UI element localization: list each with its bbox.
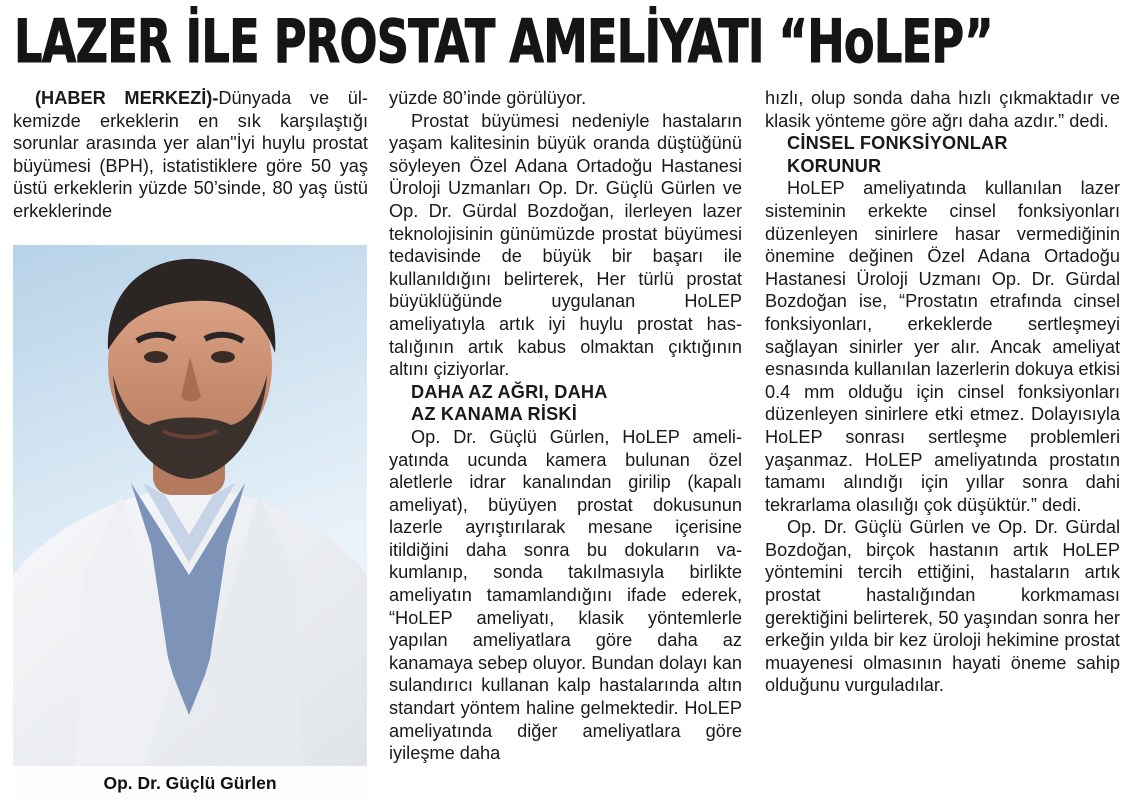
paragraph: Op. Dr. Güçlü Gürlen, HoLEP ameliyatında ucunda kamera bulunan özel aletlerle idrar kanalından girilip (kapalı ameliyat), büyüyen prostat dokusunun lazerle ayrıştırılarak mesane içerisine itildiğini daha sonra bu dokuların vakumlanıp, sonda takılmasıyla birlikte ameliyatın tamamlandığını ifade ederek, “HoLEP ameliyatı, klasik yöntemlerle yapılan ameliyatlara göre daha az kanamaya sebep oluyor. Bundan dolayı kan sulandırıcı kullanan kalp hastalarında altın standart yöntem haline gelmektedir. HoLEP ameliyatında diğer ameliyatlara göre iyileşme daha — [389, 426, 742, 764]
doctor-portrait-illustration — [13, 245, 367, 800]
doctor-photo — [13, 245, 367, 800]
photo-caption: Op. Dr. Güçlü Gürlen — [13, 766, 367, 800]
paragraph: Prostat büyümesi nedeniyle hastaların yaşam kalitesinin büyük oranda düştüğünü söyleyen Özel Adana Ortadoğu Hastanesi Üroloji Uzmanları Op. Dr. Güçlü Gürlen ve Op. Dr. Gürdal Bozdoğan, ilerleyen lazer teknolojisinin günümüzde prostat büyümesi tedavisinde de büyük bir başarı ile kullanıldığını belirterek, Her türlü prostat büyüklüğünde uygulanan HoLEP ameliyatıyla artık iyi huylu prostat hastalığının artık kabus olmaktan çıktığının altını çiziyorlar. — [389, 110, 742, 380]
paragraph: hızlı, olup sonda daha hızlı çıkmaktadır ve klasik yönteme göre ağrı daha azdır.” dedi. — [765, 88, 1120, 131]
article-column-2 — [389, 87, 742, 765]
subheading: KORUNUR — [787, 155, 882, 176]
paragraph: yüzde 80’inde görülüyor. — [389, 88, 587, 108]
subheading: CİNSEL FONKSİYONLAR — [787, 133, 1008, 154]
subheading: AZ KANAMA RİSKİ — [411, 404, 578, 425]
paragraph: Op. Dr. Güçlü Gürlen ve Op. Dr. Gürdal Bozdoğan, birçok hastanın artık HoLEP yöntemini tercih ettiğini, hastaların artık prostat hastalığından korkmaması gerektiğini belirterek, 50 yaşından sonra her erkeğin yılda bir kez üroloji hekimine prostat muayenesi olmasının hayati öneme sahip olduğunu vurguladılar. — [765, 517, 1120, 696]
intro-paragraph — [13, 87, 368, 223]
news-source-lead: (HABER MERKEZİ)- — [35, 88, 219, 108]
subheading: DAHA AZ AĞRI, DAHA — [411, 381, 608, 402]
intro-text: Dünyada ve ülkemizde erkeklerin en sık karşılaştığı sorunlar arasında yer alan"İyi huylu prostat büyümesi (BPH), istatistiklere göre 50 yaş üstü erkeklerin yüzde 50’sinde, 80 yaş üstü erkeklerinde — [13, 88, 368, 221]
article-column-3 — [765, 87, 1120, 697]
paragraph: HoLEP ameliyatında kullanılan lazer sisteminin erkekte cinsel fonksiyonları düzenleyen sinirlere hasar vermediğinin önemine değinen Özel Adana Ortadoğu Hastanesi Üroloji Uzmanı Op. Dr. Gürdal Bozdoğan ise, “Prostatın etrafında cinsel fonksiyonları, erkeklerde sertleşmeyi sağlayan sinirler yer alır. Ancak ameliyat esnasında kullanılan lazerlerin dokuya etkisi 0.4 mm olduğu için cinsel fonksiyonları düzenleyen sinirlere etki etmez. Dolayısıyla HoLEP sonrası sertleşme problemleri yaşanmaz. HoLEP ameliyatında prostatın tamamı alındığı için yıllar sonra dahi tekrarlama olasılığı çok düşüktür.” dedi. — [765, 178, 1120, 515]
headline: LAZER İLE PROSTAT AMELİYATI “HoLEP” — [14, 7, 993, 77]
article-column-1 — [13, 87, 368, 223]
